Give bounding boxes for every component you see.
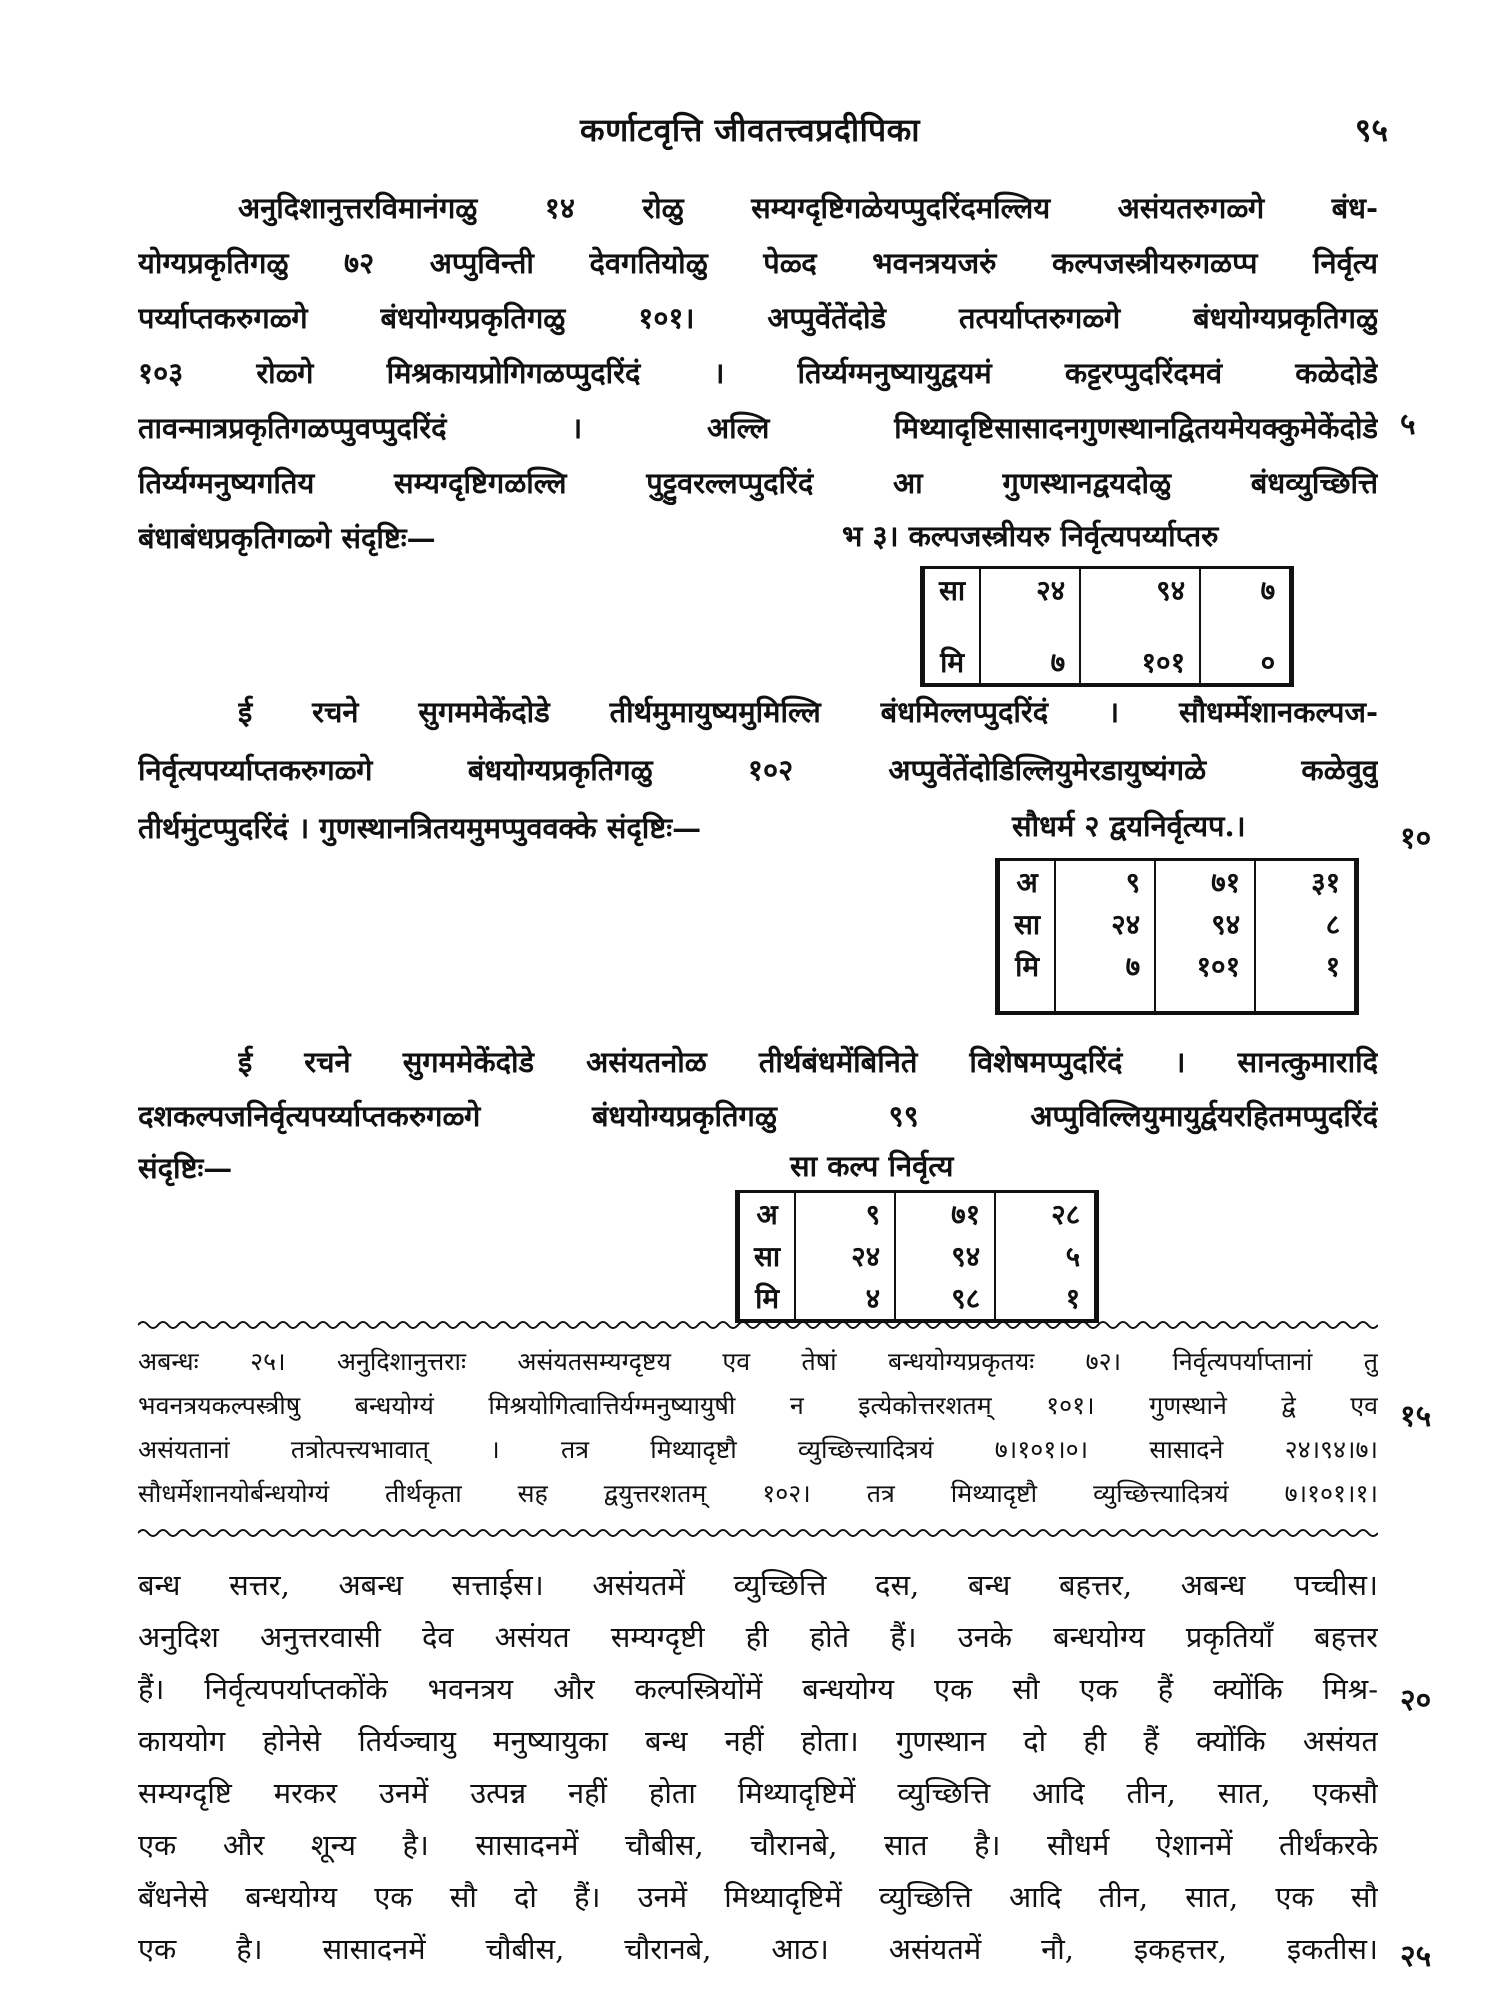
para1-line-4: १०३ रोळ्गे मिश्रकायप्रोगिगळप्पुदरिंदं । तिर्य्यग्मनुष्यायुद्वयमं कट्टरप्पुदरिंदमवं कळेदोडे <box>138 356 1378 390</box>
table-row <box>998 903 1357 945</box>
table-cell: १०१ <box>1080 611 1200 685</box>
margin-line-number: १५ <box>1400 1399 1432 1434</box>
wavy-divider <box>138 1526 1378 1540</box>
para2-line-2: निर्वृत्यपर्य्याप्तकरुगळ्गे बंधयोग्यप्रकृतिगळु १०२ अप्पुवेंतेंदोडिल्लियुमेरडायुष्यंगळे कळेवुवु <box>138 753 1378 787</box>
table-row <box>738 1192 1097 1236</box>
hindi-line-5: सम्यग्दृष्टि मरकर उनमें उत्पन्न नहीं होता मिथ्यादृष्टिमें व्युच्छित्ति आदि तीन, सात, एकसौ <box>138 1776 1378 1810</box>
table-row <box>923 611 1292 685</box>
table-cell: २४ <box>980 568 1080 612</box>
table-cell: ९८ <box>895 1277 995 1321</box>
table-row <box>738 1277 1097 1321</box>
para2-line-3: तीर्थमुंटप्पुदरिंदं । गुणस्थानत्रितयमुमप्पुववक्के संदृष्टिः— <box>138 811 702 845</box>
wavy-divider <box>138 1318 1378 1332</box>
table-cell: ७ <box>1200 568 1292 612</box>
table-cell: मि <box>998 945 1056 1013</box>
table-cell: सा <box>923 568 981 612</box>
table-cell: १०१ <box>1155 945 1255 1013</box>
table-cell: ७१ <box>895 1192 995 1236</box>
para3-line-1: ई रचने सुगममेकेंदोडे असंयतनोळ तीर्थबंधमेंबिनिते विशेषमप्पुदरिंदं । सानत्कुमारादि <box>238 1045 1378 1079</box>
table-row <box>998 945 1357 1013</box>
table2-caption: सौधर्म २ द्वयनिर्वृत्यप.। <box>1012 809 1246 843</box>
para2-line-1: ई रचने सुगममेकेंदोडे तीर्थमुमायुष्यमुमिल्लि बंधमिल्लप्पुदरिंदं । सौधर्म्मेशानकल्पज- <box>238 695 1378 729</box>
table-row <box>923 568 1292 612</box>
table-cell: ९४ <box>895 1235 995 1277</box>
margin-line-number: २५ <box>1400 1939 1432 1974</box>
sandrishti-table-1 <box>920 566 1294 687</box>
table3-caption: सा कल्प निर्वृत्य <box>790 1149 954 1183</box>
margin-line-number: ५ <box>1400 407 1416 442</box>
hindi-line-4: काययोग होनेसे तिर्यञ्चायु मनुष्यायुका बन्ध नहीं होता। गुणस्थान दो ही हैं क्योंकि असंयत <box>138 1724 1378 1758</box>
table-cell: ९ <box>1055 860 1155 904</box>
table-cell: अ <box>998 860 1056 904</box>
para1-line-1: अनुदिशानुत्तरविमानंगळु १४ रोळु सम्यग्दृष्टिगळेयप्पुदरिंदमल्लिय असंयतरुगळ्गे बंध- <box>238 191 1378 225</box>
margin-line-number: २० <box>1400 1683 1432 1718</box>
margin-line-number: १० <box>1400 821 1432 856</box>
hindi-line-8: एक है। सासादनमें चौबीस, चौरानबे, आठ। असंयतमें नौ, इकहत्तर, इकतीस। <box>138 1932 1378 1966</box>
table-cell: ४ <box>795 1277 895 1321</box>
table-cell: अ <box>738 1192 796 1236</box>
sanskrit-line-3: असंयतानां तत्रोत्पत्त्यभावात् । तत्र मिथ्यादृष्टौ व्युच्छित्त्यादित्रयं ७।१०१।०। सासादने २४।९४।७। <box>138 1435 1378 1464</box>
sanskrit-line-1: अबन्धः २५। अनुदिशानुत्तराः असंयतसम्यग्दृष्टय एव तेषां बन्धयोग्यप्रकृतयः ७२। निर्वृत्यपर्याप्तानां तु <box>138 1347 1378 1376</box>
para1-line-5: तावन्मात्रप्रकृतिगळप्पुवप्पुदरिंदं । अल्लि मिथ्यादृष्टिसासादनगुणस्थानद्वितयमेयक्कुमेकेंदोडे <box>138 411 1378 445</box>
table-row <box>998 860 1357 904</box>
table-cell: ० <box>1200 611 1292 685</box>
table-cell: ९४ <box>1155 903 1255 945</box>
hindi-line-7: बँधनेसे बन्धयोग्य एक सौ दो हैं। उनमें मिथ्यादृष्टिमें व्युच्छित्ति आदि तीन, सात, एक सौ <box>138 1880 1378 1914</box>
table-cell: १ <box>995 1277 1097 1321</box>
table-cell: ७ <box>1055 945 1155 1013</box>
table-cell: ७ <box>980 611 1080 685</box>
para1-line-7: बंधाबंधप्रकृतिगळ्गे संदृष्टिः— <box>138 521 436 555</box>
hindi-line-3: हैं। निर्वृत्यपर्याप्तकोंके भवनत्रय और कल्पस्त्रियोंमें बन्धयोग्य एक सौ एक हैं क्योंकि मिश्र- <box>138 1672 1378 1706</box>
table-cell: १ <box>1255 945 1357 1013</box>
sandrishti-table-3 <box>735 1190 1099 1323</box>
para3-line-2: दशकल्पजनिर्वृत्यपर्य्याप्तकरुगळ्गे बंधयोग्यप्रकृतिगळु ९९ अप्पुविल्लियुमायुर्द्वयरहितमप्पुदरिंदं <box>138 1099 1378 1133</box>
table-cell: सा <box>738 1235 796 1277</box>
para1-line-2: योग्यप्रकृतिगळु ७२ अप्पुविन्ती देवगतियोळु पेळ्द भवनत्रयजरुं कल्पजस्त्रीयरुगळप्प निर्वृत्य <box>138 246 1378 280</box>
hindi-line-2: अनुदिश अनुत्तरवासी देव असंयत सम्यग्दृष्टी ही होते हैं। उनके बन्धयोग्य प्रकृतियाँ बहत्तर <box>138 1620 1378 1654</box>
table-cell: मि <box>923 611 981 685</box>
table-row <box>738 1235 1097 1277</box>
table-cell: मि <box>738 1277 796 1321</box>
para1-line-6: तिर्य्यग्मनुष्यगतिय सम्यग्दृष्टिगळल्लि पुट्टुवरल्लप्पुदरिंदं आ गुणस्थानद्वयदोळु बंधव्युच्छित्ति <box>138 466 1378 500</box>
table-cell: २४ <box>795 1235 895 1277</box>
sandrishti-table-2 <box>995 858 1359 1015</box>
table-cell: ३१ <box>1255 860 1357 904</box>
table-cell: २८ <box>995 1192 1097 1236</box>
table-cell: ७१ <box>1155 860 1255 904</box>
table-cell: ८ <box>1255 903 1357 945</box>
sanskrit-line-4: सौधर्मेशानयोर्बन्धयोग्यं तीर्थकृता सह द्वयुत्तरशतम् १०२। तत्र मिथ्यादृष्टौ व्युच्छित्त्यादित्रयं ७।१०१।१। <box>138 1479 1378 1508</box>
table1-caption: भ ३। कल्पजस्त्रीयरु निर्वृत्यपर्य्याप्तरु <box>842 519 1219 553</box>
table-cell: सा <box>998 903 1056 945</box>
hindi-line-1: बन्ध सत्तर, अबन्ध सत्ताईस। असंयतमें व्युच्छित्ति दस, बन्ध बहत्तर, अबन्ध पच्चीस। <box>138 1568 1378 1602</box>
table-cell: ९४ <box>1080 568 1200 612</box>
page-title: कर्णाटवृत्ति जीवतत्त्वप्रदीपिका <box>580 111 920 149</box>
para3-line-3: संदृष्टिः— <box>138 1151 233 1185</box>
para1-line-3: पर्य्याप्तकरुगळ्गे बंधयोग्यप्रकृतिगळु १०१। अप्पुवेंतेंदोडे तत्पर्याप्तरुगळ्गे बंधयोग्यप्रकृतिगळु <box>138 301 1378 335</box>
sanskrit-line-2: भवनत्रयकल्पस्त्रीषु बन्धयोग्यं मिश्रयोगित्वात्तिर्यग्मनुष्यायुषी न इत्येकोत्तरशतम् १०१। गुणस्थाने द्वे एव <box>138 1391 1378 1420</box>
hindi-line-6: एक और शून्य है। सासादनमें चौबीस, चौरानबे, सात है। सौधर्म ऐशानमें तीर्थंकरके <box>138 1828 1378 1862</box>
table-cell: २४ <box>1055 903 1155 945</box>
page-number: ९५ <box>1354 111 1388 149</box>
table-cell: ९ <box>795 1192 895 1236</box>
table-cell: ५ <box>995 1235 1097 1277</box>
